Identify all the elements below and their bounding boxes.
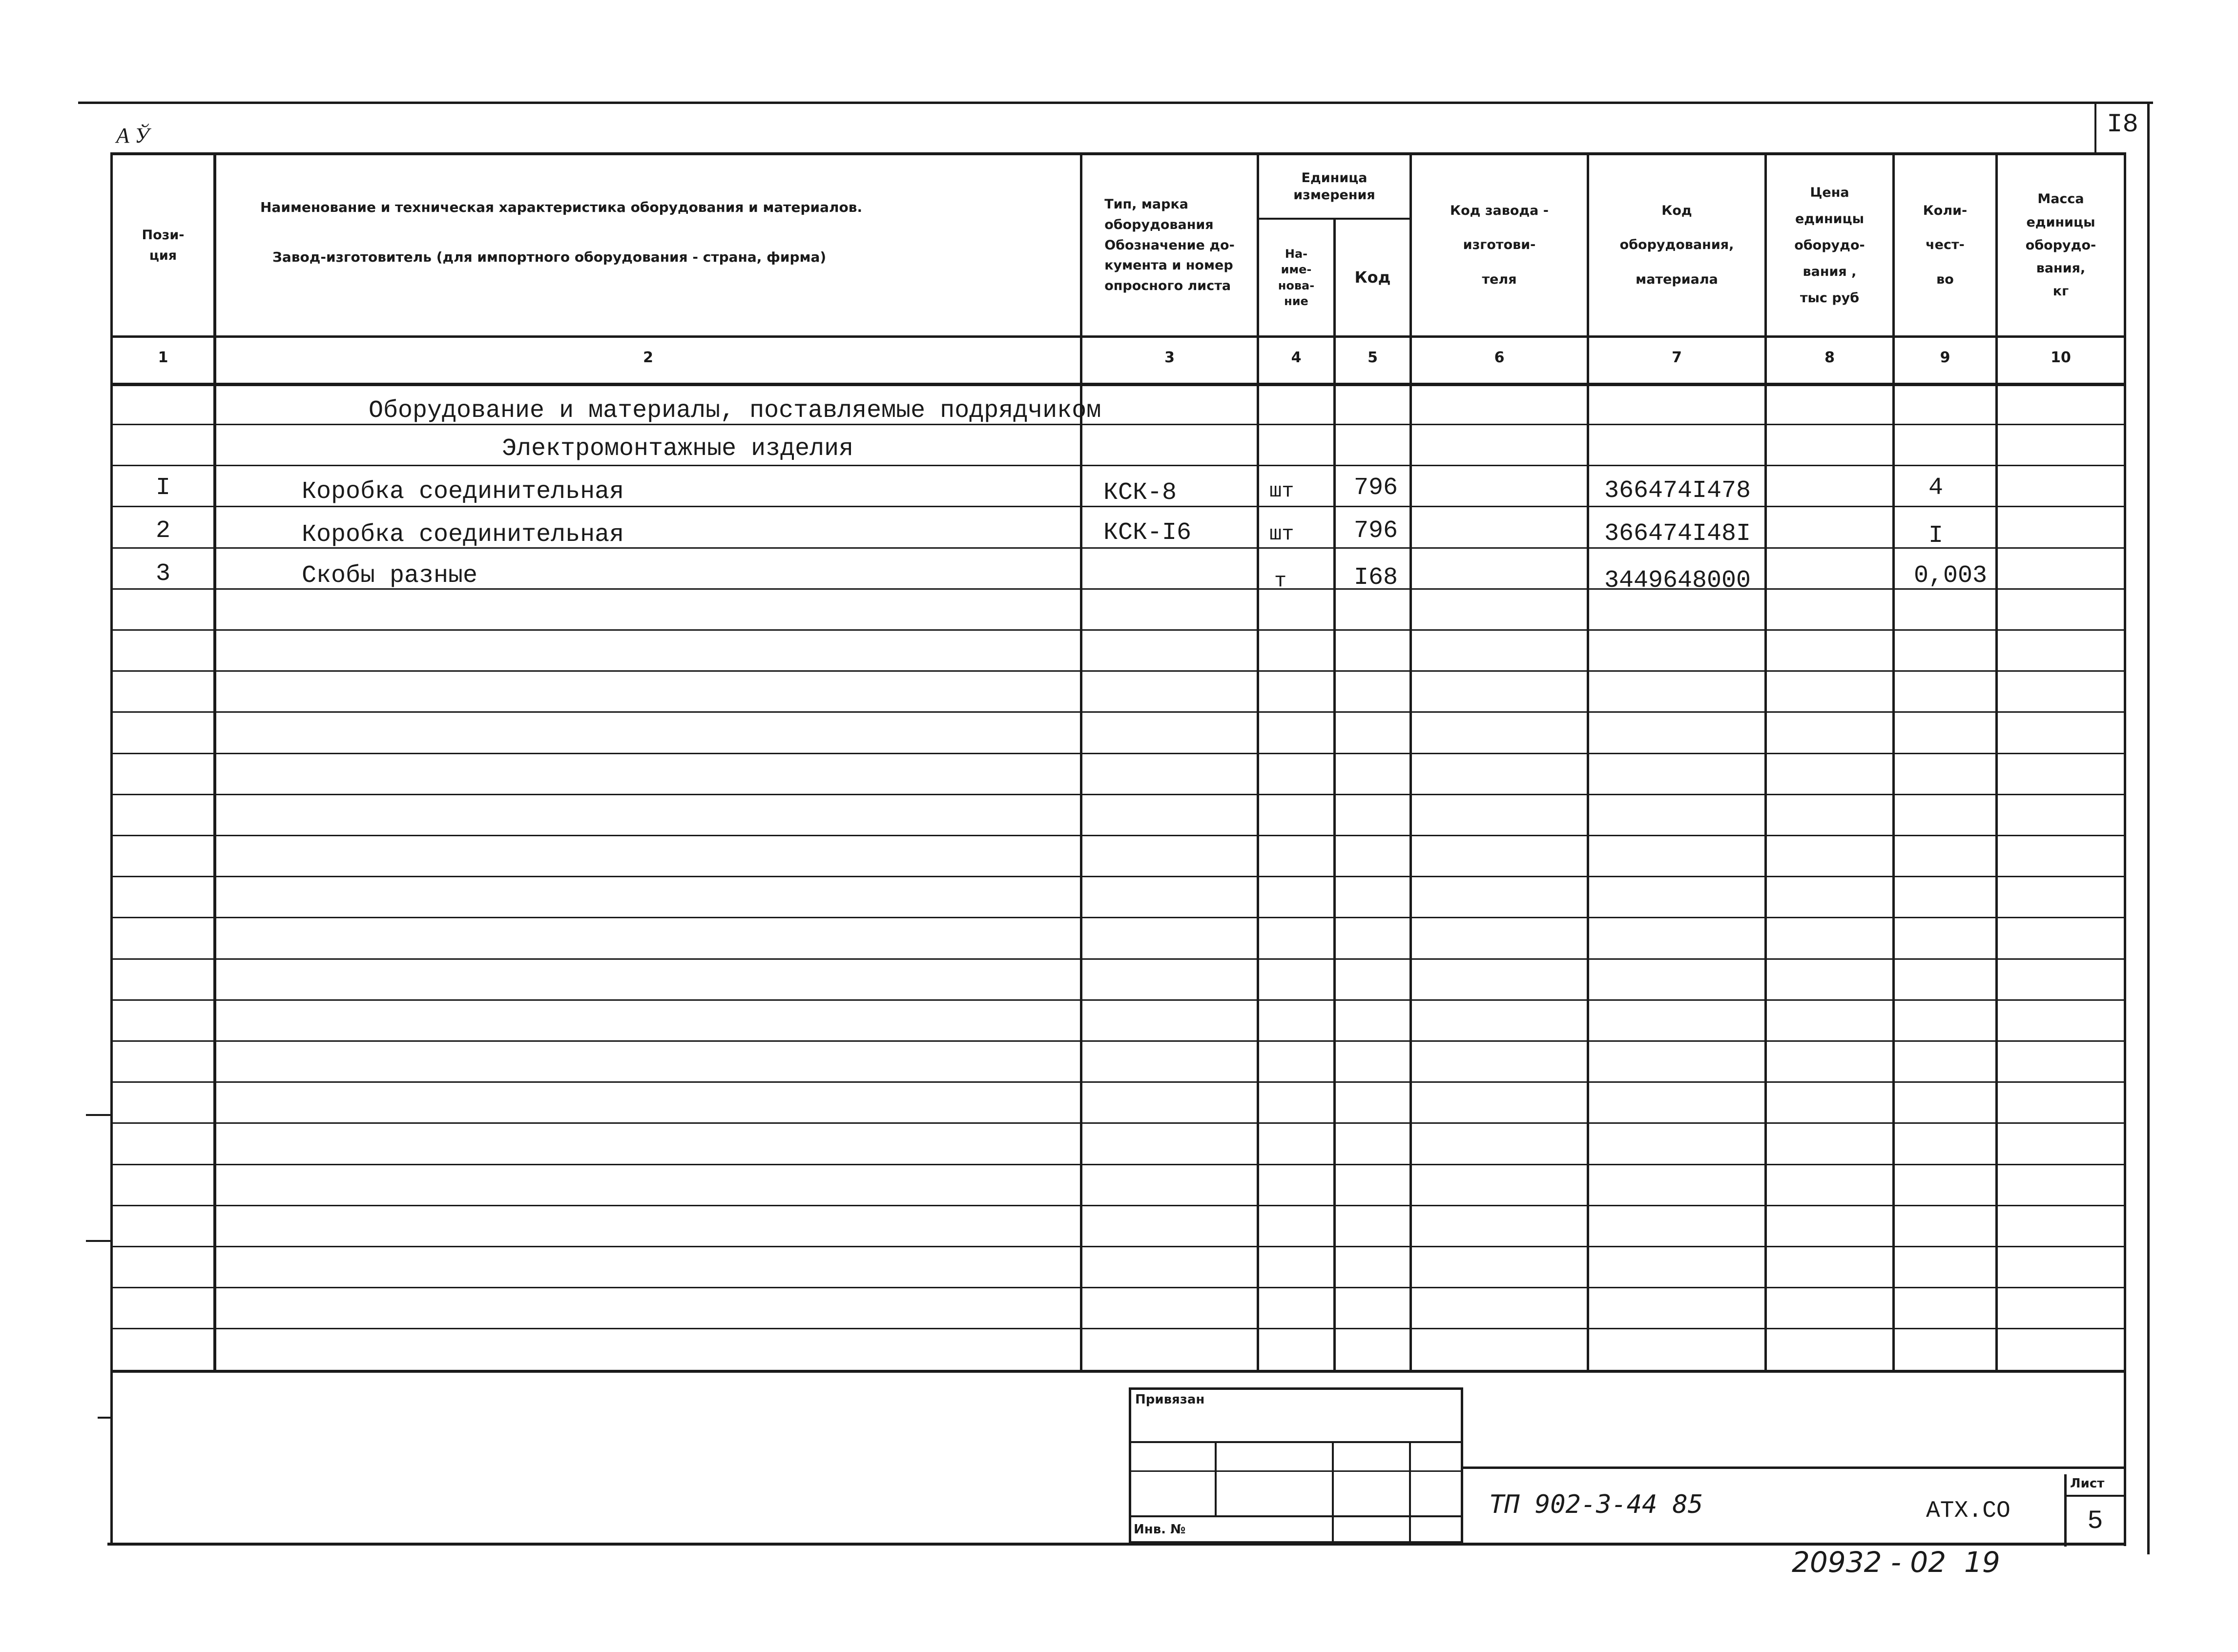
sheet-label-rule <box>2064 1495 2124 1497</box>
header-manufacturer-code: Код завода - изготови- теля <box>1450 203 1549 287</box>
stamp-top-line <box>1463 1466 2124 1469</box>
row-rule <box>110 1164 2125 1165</box>
row-rule <box>110 917 2125 918</box>
bound-box-rule-2 <box>1129 1470 1463 1472</box>
row-unit-code: I68 <box>1354 564 1398 592</box>
row-quantity: I <box>1928 522 1944 550</box>
row-unit: шт <box>1269 479 1294 503</box>
inv-label: Инв. № <box>1134 1522 1186 1537</box>
bound-box-col-2 <box>1332 1441 1334 1544</box>
sheet-number: 5 <box>2087 1507 2103 1536</box>
header-name-line1: Наименование и техническая характеристика оборудования и материалов. <box>260 199 863 215</box>
colno-8: 8 <box>1824 349 1835 366</box>
header-unit-group: Единица измерения <box>1293 170 1375 203</box>
row-rule <box>110 794 2125 795</box>
row-rule <box>110 835 2125 836</box>
colno-2: 2 <box>643 349 653 366</box>
row-unit-code: 796 <box>1354 517 1398 545</box>
margin-tick <box>86 1114 110 1116</box>
row-rule <box>110 629 2125 631</box>
row-unit: шт <box>1269 522 1294 546</box>
row-rule <box>110 1328 2125 1329</box>
margin-tick <box>86 1240 110 1242</box>
row-rule <box>110 1081 2125 1083</box>
row-name: Скобы разные <box>302 562 478 590</box>
row-type: КСК-8 <box>1103 479 1177 507</box>
bound-box-col-3 <box>1409 1441 1411 1544</box>
corner-box-left <box>2094 102 2096 152</box>
row-rule <box>110 670 2125 672</box>
bound-box-col-1 <box>1215 1441 1217 1517</box>
row-equipment-code: 3449648000 <box>1604 567 1751 595</box>
header-mass: Масса единицы оборудо- вания, кг <box>2025 191 2096 299</box>
header-quantity: Коли- чест- во <box>1923 203 1968 287</box>
row-quantity: 4 <box>1928 474 1944 502</box>
row-unit: т <box>1274 569 1287 593</box>
row-rule <box>110 711 2125 713</box>
bottom-number: 20932 - 02 19 <box>1792 1546 2000 1579</box>
header-equipment-code: Код оборудования, материала <box>1619 203 1734 287</box>
colno-4: 4 <box>1291 349 1302 366</box>
header-type: Тип, марка оборудования Обозначение до- кумента и номер опросного листа <box>1104 196 1235 294</box>
bound-box <box>1129 1387 1463 1544</box>
row-rule <box>110 1205 2125 1206</box>
header-unit-price: Цена единицы оборудо- вания , тыс руб <box>1794 185 1865 306</box>
bound-label: Привязан <box>1135 1392 1205 1407</box>
colno-9: 9 <box>1940 349 1950 366</box>
row-rule <box>110 1287 2125 1288</box>
top-left-mark: А Ў <box>116 124 149 147</box>
row-position: 2 <box>155 517 170 545</box>
right-frame-line <box>2147 102 2150 1554</box>
sheet-corner-label: I8 <box>2107 110 2138 140</box>
row-equipment-code: 366474I48I <box>1604 520 1751 548</box>
row-rule <box>110 1040 2125 1042</box>
row-unit-code: 796 <box>1354 474 1398 502</box>
bound-box-rule-3 <box>1129 1515 1463 1517</box>
row-equipment-code: 366474I478 <box>1604 477 1751 505</box>
colno-3: 3 <box>1164 349 1175 366</box>
header-name-line2: Завод-изготовитель (для импортного оборудования - страна, фирма) <box>272 249 827 265</box>
row-rule <box>110 1122 2125 1124</box>
header-name-block <box>216 155 1080 335</box>
header-unit-name: На- име- нова- ние <box>1278 247 1315 308</box>
document-code: АТХ.СО <box>1926 1498 2010 1524</box>
row-rule <box>110 465 2125 466</box>
row-name: Коробка соединительная <box>302 521 624 549</box>
row-position: I <box>155 474 170 502</box>
sheet-label: Лист <box>2070 1476 2105 1491</box>
row-name: Коробка соединительная <box>302 478 624 506</box>
colno-5: 5 <box>1368 349 1378 366</box>
colno-bottom-line <box>110 383 2125 386</box>
section-title: Оборудование и материалы, поставляемые подрядчиком <box>369 397 1101 425</box>
row-rule <box>110 876 2125 877</box>
row-rule <box>110 958 2125 960</box>
row-rule <box>110 753 2125 754</box>
bound-box-rule-1 <box>1129 1441 1463 1443</box>
project-code: ТП 902-3-44 85 <box>1489 1490 1703 1519</box>
row-type: КСК-I6 <box>1103 519 1192 547</box>
margin-tick <box>98 1417 110 1419</box>
header-position: Пози- ция <box>142 227 185 263</box>
row-rule <box>110 999 2125 1001</box>
colno-6: 6 <box>1494 349 1505 366</box>
row-position: 3 <box>155 560 170 588</box>
header-unit-code: Код <box>1354 268 1391 287</box>
colno-10: 10 <box>2051 349 2071 366</box>
col-line-4 <box>1333 219 1336 1373</box>
row-rule <box>110 1246 2125 1247</box>
colno-7: 7 <box>1672 349 1682 366</box>
top-rule <box>78 102 2153 104</box>
row-quantity: 0,003 <box>1914 562 1988 590</box>
header-bottom-line <box>110 335 2125 338</box>
subsection-title: Электромонтажные изделия <box>502 435 854 463</box>
colno-1: 1 <box>158 349 168 366</box>
